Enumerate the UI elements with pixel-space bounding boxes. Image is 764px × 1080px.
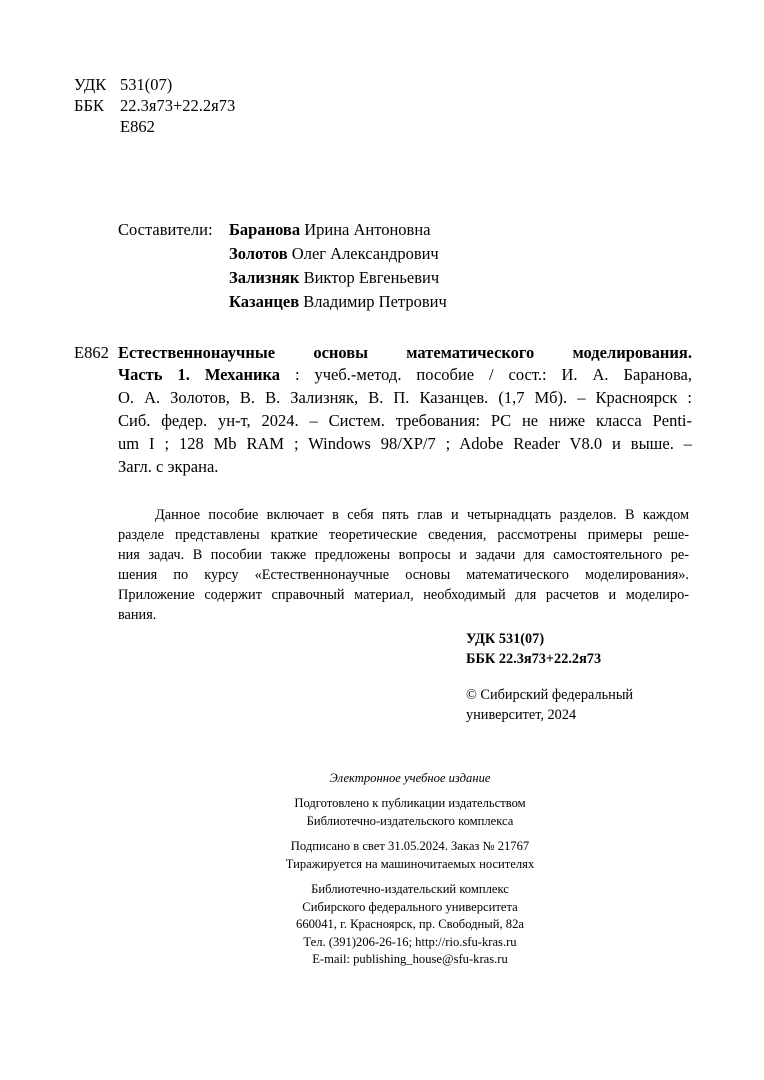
imprint-line: E-mail: publishing_house@sfu-kras.ru xyxy=(312,952,508,966)
annotation-line: вания. xyxy=(118,607,157,623)
compiler-row xyxy=(118,243,447,267)
compiler-given: Олег Александрович xyxy=(291,244,439,263)
compiler-given: Владимир Петрович xyxy=(303,292,447,311)
compiler-surname: Золотов xyxy=(229,244,288,263)
compilers-label: Составители: xyxy=(118,220,213,239)
imprint-line: Библиотечно-издательского комплекса xyxy=(306,813,514,828)
title-word: основы xyxy=(313,343,369,362)
imprint-line: Подписано в свет 31.05.2024. Заказ № 21767 xyxy=(290,839,530,853)
compiler-surname: Казанцев xyxy=(229,292,300,311)
author-mark-row xyxy=(74,116,235,137)
compiler-surname: Зализняк xyxy=(229,268,300,287)
imprint-line: Подготовлено к публикации издательством xyxy=(294,796,526,810)
imprint-line: Сибирского федерального университета xyxy=(302,899,518,914)
imprint-line: Тел. (391)206-26-16; http://rio.sfu-kras.ru xyxy=(303,934,517,949)
compiler-surname: Баранова xyxy=(229,220,301,239)
compiler-given: Ирина Антоновна xyxy=(304,220,431,239)
bib-line: О. А. Золотов, В. В. Зализняк, В. П. Казанцев. (1,7 Мб). – Красноярск : xyxy=(118,388,692,407)
author-mark: Е862 xyxy=(120,117,155,136)
compiler-row xyxy=(118,267,447,291)
compilers-block xyxy=(118,219,447,315)
bib-mark: Е862 xyxy=(74,343,109,362)
udk-label: УДК xyxy=(74,75,107,94)
title-word: моделирования. xyxy=(572,343,692,362)
bib-line xyxy=(118,364,692,387)
bibliographic-description xyxy=(74,342,692,479)
annotation-line: Приложение содержит справочный материал, необходимый для расчетов и моделиро- xyxy=(118,587,689,603)
imprint-line: Тиражируется на машиночитаемых носителях xyxy=(285,856,535,871)
title-word: математического xyxy=(406,343,535,362)
annotation xyxy=(118,506,689,626)
udk-row xyxy=(74,74,235,95)
bib-line: um I ; 128 Mb RAM ; Windows 98/XP/7 ; Adobe Reader V8.0 и выше. – xyxy=(118,434,692,453)
bbk-row xyxy=(74,95,235,116)
udk-right: УДК 531(07) xyxy=(466,631,545,647)
annotation-line: разделе представлены краткие теоретические сведения, рассмотрены примеры реше- xyxy=(118,527,689,543)
bbk-label: ББК xyxy=(74,96,104,115)
bib-line xyxy=(74,342,692,364)
bbk-value: 22.3я73+22.2я73 xyxy=(120,96,236,115)
edition-type: Электронное учебное издание xyxy=(329,771,491,785)
udk-value: 531(07) xyxy=(120,75,173,94)
bbk-right: ББК 22.3я73+22.2я73 xyxy=(466,651,602,667)
compiler-row xyxy=(118,291,447,315)
copyright xyxy=(466,686,633,726)
annotation-line: шения по курсу «Естественнонаучные основы математического моделирования». xyxy=(118,567,689,583)
classification-right xyxy=(466,630,601,670)
annotation-line: Данное пособие включает в себя пять глав и четырнадцать разделов. В каждом xyxy=(155,507,689,523)
imprint-line: 660041, г. Красноярск, пр. Свободный, 82а xyxy=(296,917,524,931)
bib-line: Загл. с экрана. xyxy=(118,457,219,476)
bib-line1-rest: : учеб.-метод. пособие / сост.: И. А. Баранова, xyxy=(279,365,692,384)
copyright-line: © Сибирский федеральный xyxy=(466,687,634,703)
title-word: Естественнонаучные xyxy=(118,343,276,362)
bib-part: Часть 1. Механика xyxy=(118,365,280,384)
copyright-line: университет, 2024 xyxy=(466,707,577,723)
imprint xyxy=(162,770,658,969)
bib-line: Сиб. федер. ун-т, 2024. – Систем. требования: PC не ниже класса Penti- xyxy=(118,411,692,430)
compiler-given: Виктор Евгеньевич xyxy=(303,268,440,287)
classification-block xyxy=(74,74,235,137)
bib-title xyxy=(118,342,692,364)
annotation-line: ния задач. В пособии также предложены вопросы и задачи для самостоятельного ре- xyxy=(118,547,689,563)
imprint-line: Библиотечно-издательский комплекс xyxy=(311,882,509,896)
compiler-row xyxy=(118,219,447,243)
